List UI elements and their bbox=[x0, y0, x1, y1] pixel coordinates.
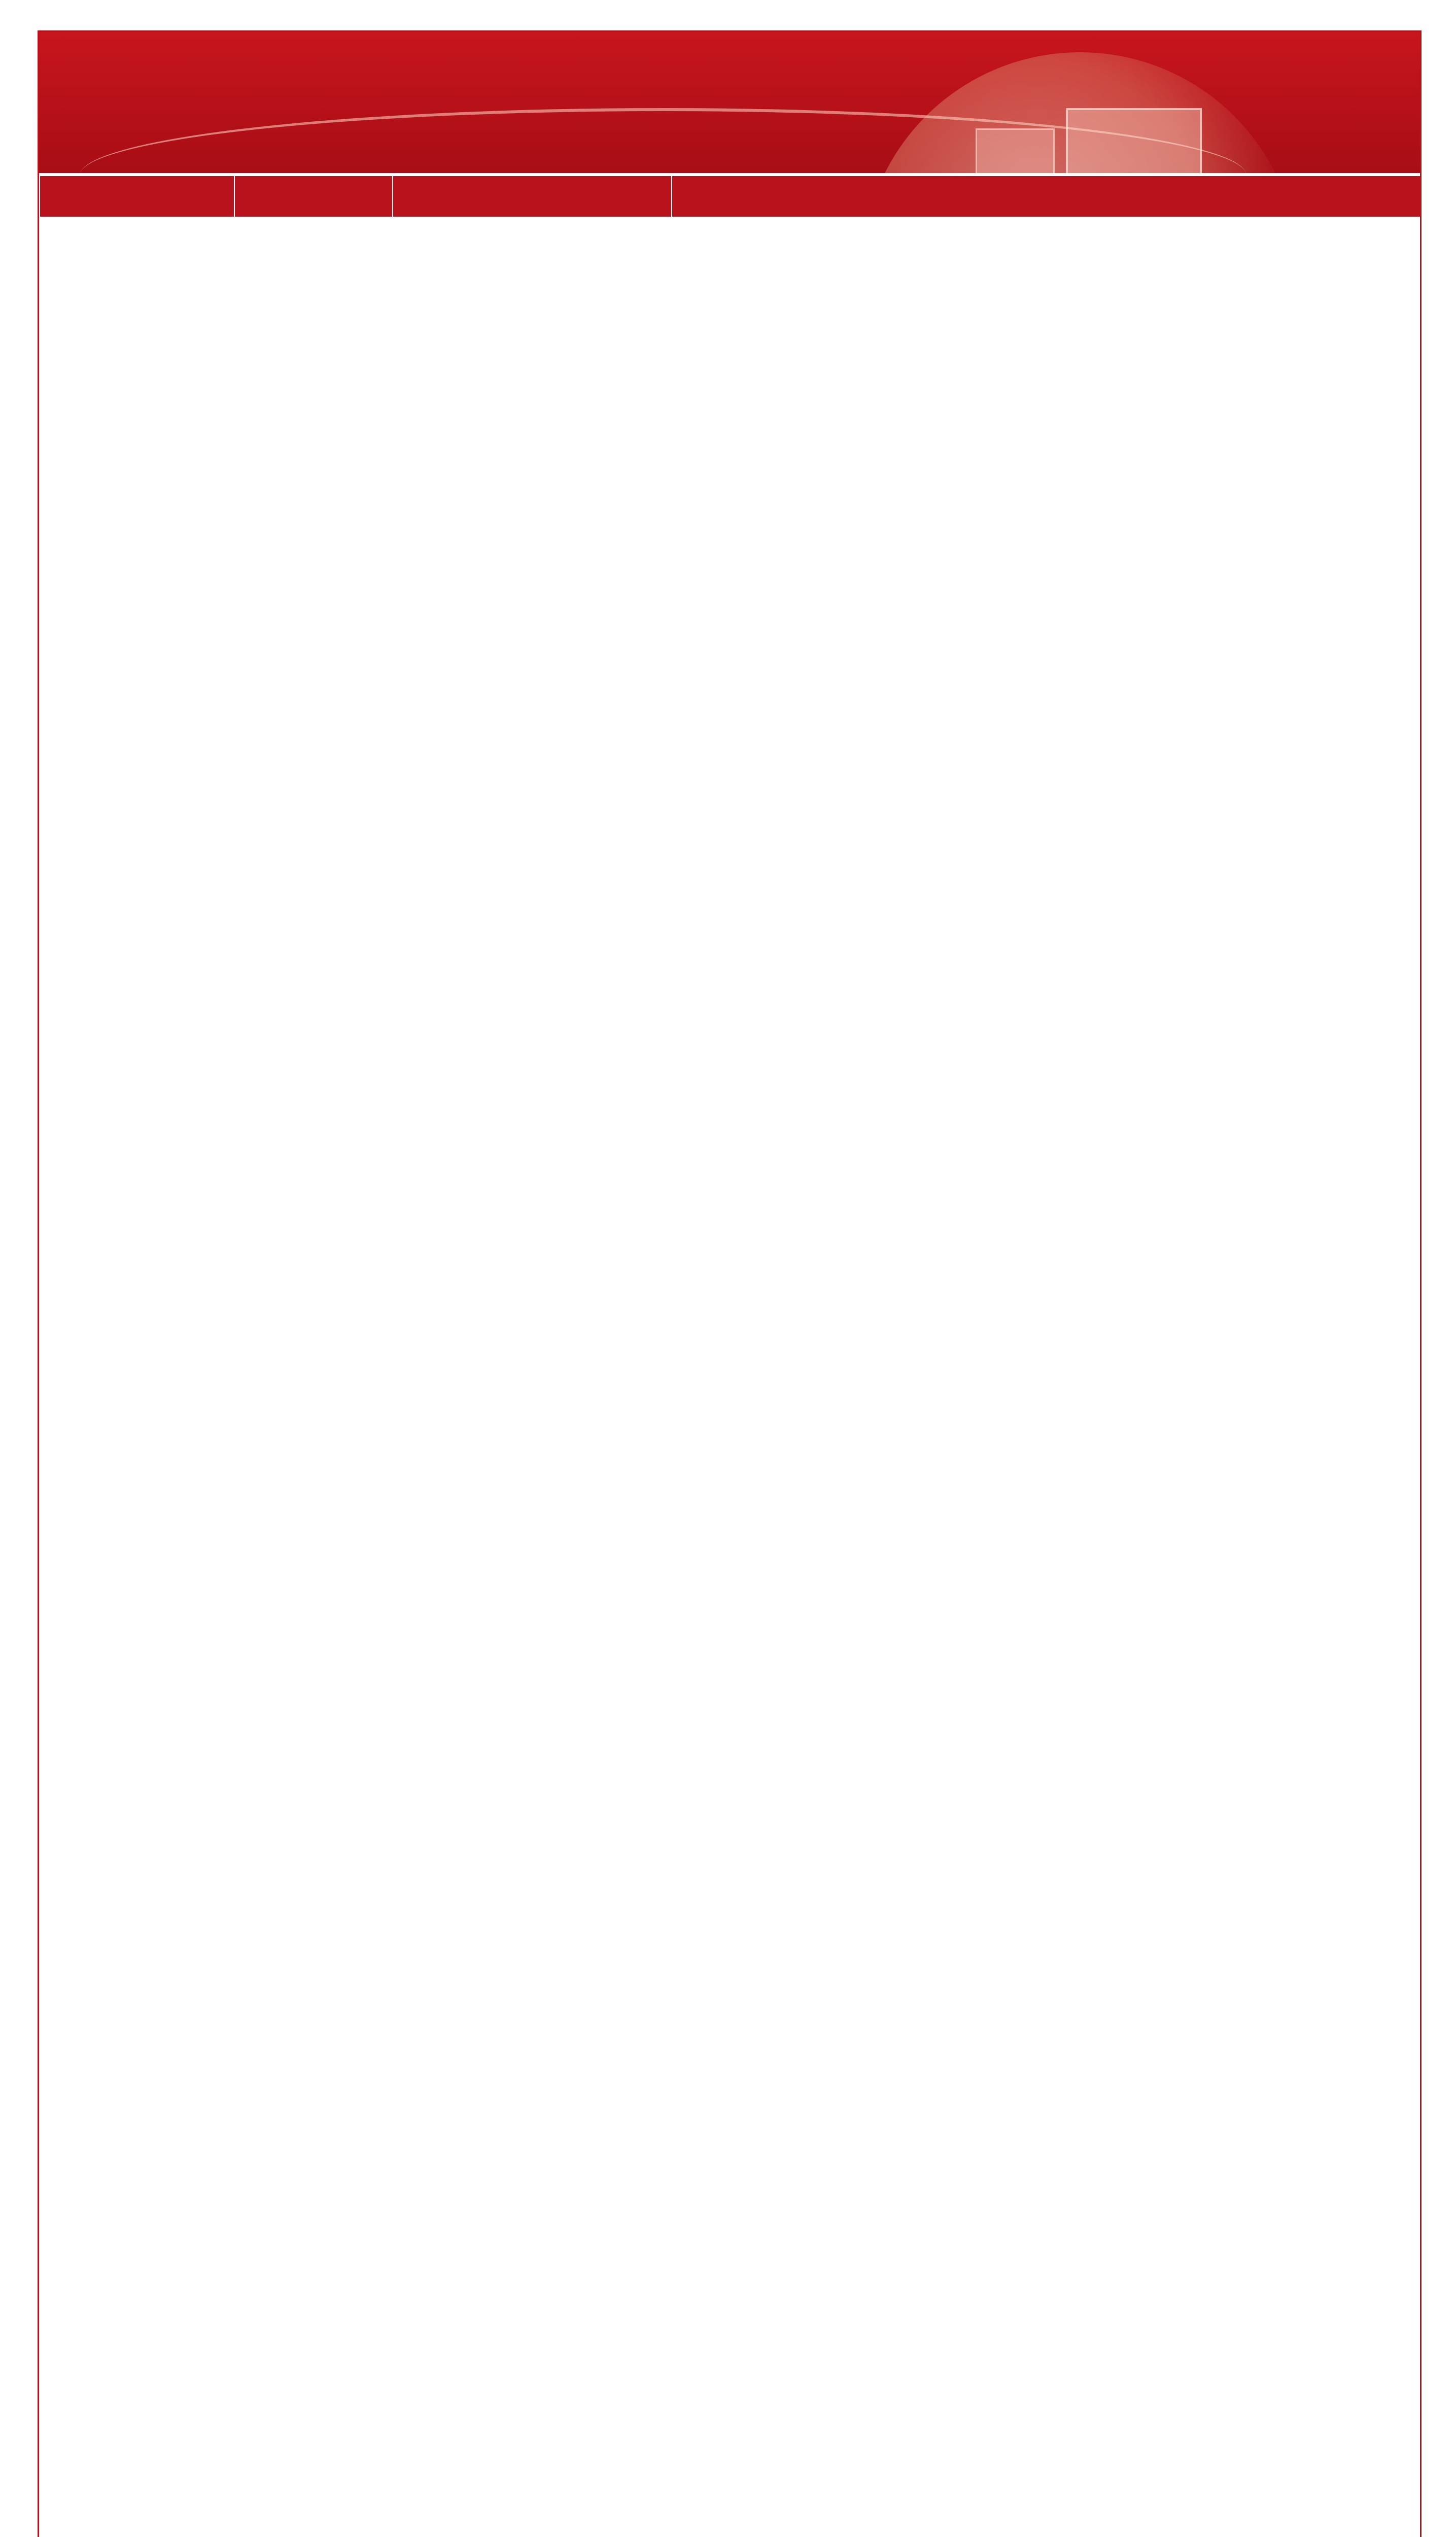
header-variety bbox=[234, 176, 393, 217]
header-banner bbox=[39, 32, 1420, 173]
report-frame bbox=[38, 30, 1422, 2537]
header-trend bbox=[393, 176, 672, 217]
header-logic bbox=[672, 176, 1420, 217]
strategy-table bbox=[39, 175, 1421, 218]
banner-building-decoration bbox=[976, 128, 1055, 173]
table-header-row bbox=[40, 176, 1420, 217]
header-sector bbox=[40, 176, 234, 217]
banner-building-decoration bbox=[1066, 108, 1202, 173]
